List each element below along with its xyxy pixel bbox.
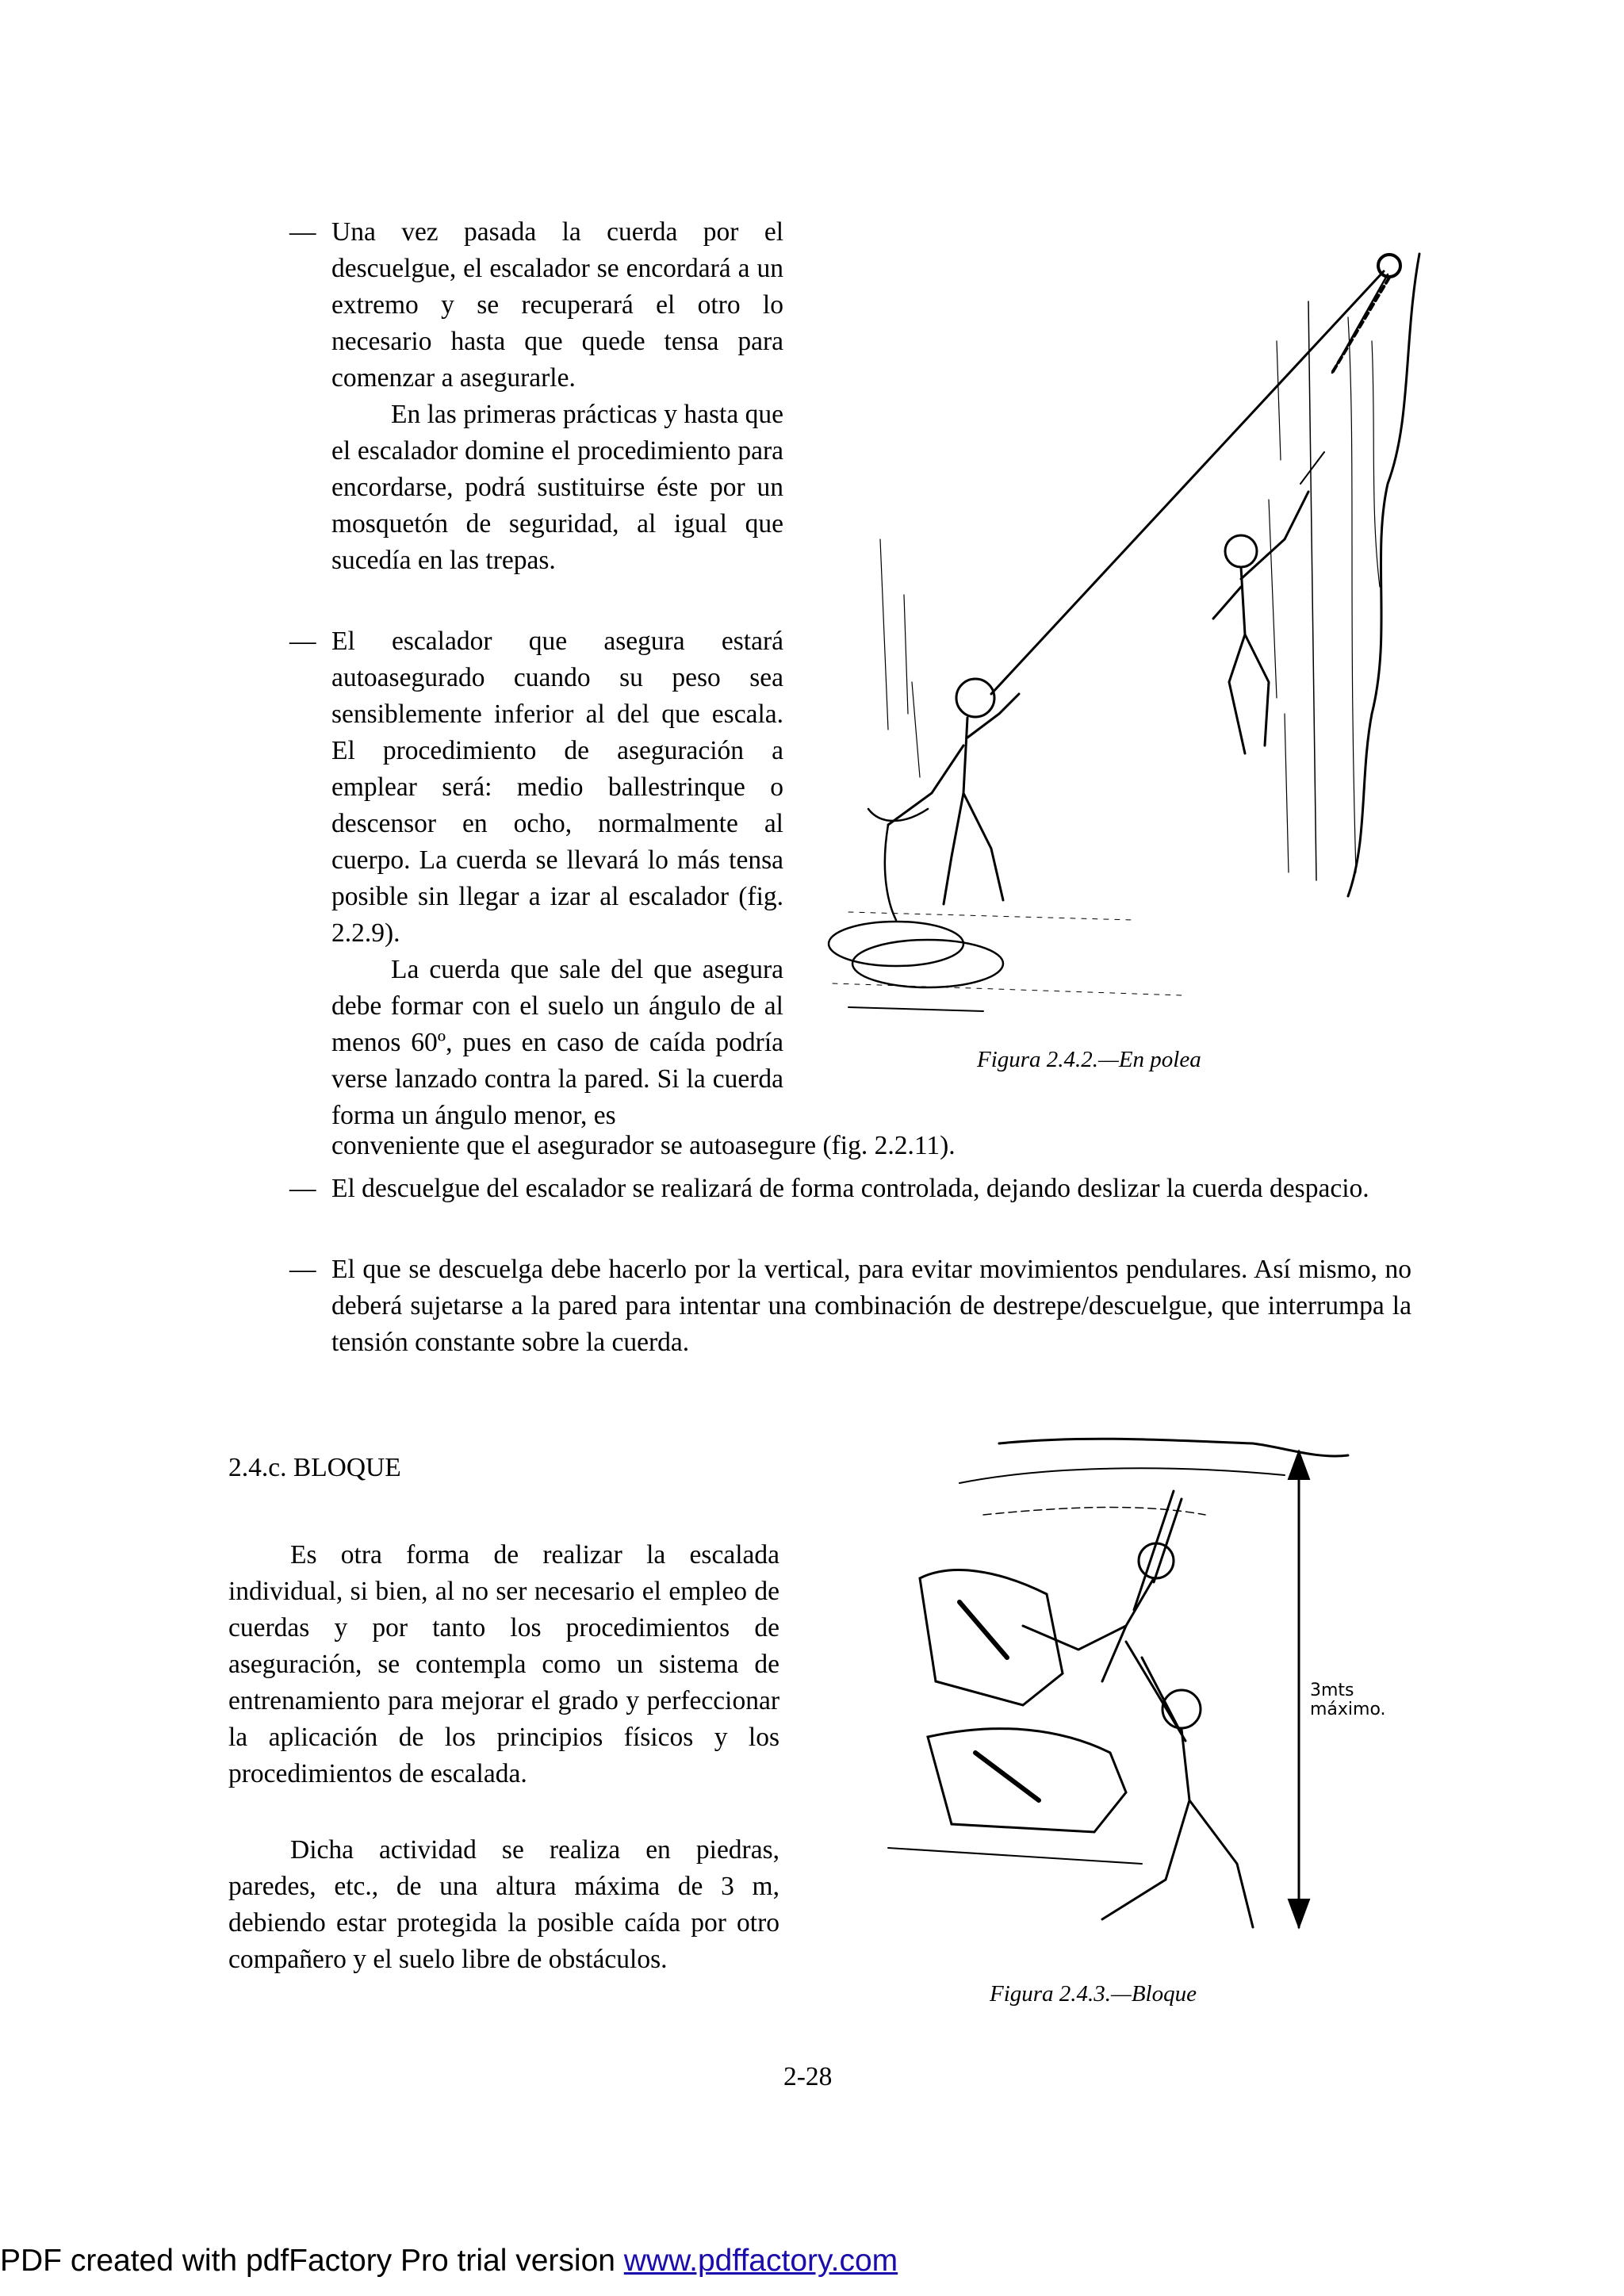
- section-2-paragraph-1: Es otra forma de realizar la escalada individual, si bien, al no ser necesario el empleo de cuerdas y por tanto los procedimientos de aseguración, se contempla como un sistema de entrenamiento para mejorar el grado y perfeccionar la aplicación de los principios físicos y los procedimientos de escalada.: [228, 1540, 779, 1788]
- figure-en-polea-illustration: [801, 222, 1427, 1051]
- annotation-line-1: 3mts: [1310, 1681, 1354, 1700]
- bullet-3-text: El descuelgue del escalador se realizará de forma controlada, dejando deslizar la cuerda despacio.: [331, 1174, 1369, 1203]
- pdf-footer: [0, 2242, 898, 2280]
- bullet-dash: —: [289, 1255, 316, 1284]
- bullet-dash: —: [289, 217, 316, 247]
- page-number: 2-28: [783, 2062, 833, 2091]
- footer-text: PDF created with pdfFactory Pro trial version: [0, 2244, 624, 2278]
- annotation-line-2: máximo.: [1310, 1700, 1386, 1719]
- bullet-dash: —: [289, 1174, 316, 1203]
- section-heading: 2.4.c. BLOQUE: [228, 1453, 401, 1482]
- figure-1-caption: Figura 2.4.2.—En polea: [977, 1047, 1201, 1072]
- section-2-paragraph-2: Dicha actividad se realiza en piedras, paredes, etc., de una altura máxima de 3 m, debiendo estar protegida la posible caída por otro compañero y el suelo libre de obstáculos.: [228, 1835, 779, 1974]
- bullet-1-paragraph-2: En las primeras prácticas y hasta que el escalador domine el procedimiento para encordarse, podrá sustituirse éste por un mosquetón de seguridad, al igual que sucedía en las trepas.: [331, 400, 783, 575]
- bullet-1-text: Una vez pasada la cuerda por el descuelgue, el escalador se encordará a un extremo y se recuperará el otro lo necesario hasta que quede tensa para comenzar a asegurarle.: [331, 217, 783, 393]
- bullet-2-paragraph-2: La cuerda que sale del que asegura debe formar con el suelo un ángulo de al menos 60º, pues en caso de caída podría verse lanzado contra la pared. Si la cuerda forma un ángulo menor, es: [331, 955, 783, 1130]
- figure-2-height-annotation: [1310, 1681, 1386, 1719]
- figure-2-caption: Figura 2.4.3.—Bloque: [990, 1981, 1197, 2007]
- bullet-4-text: El que se descuelga debe hacerlo por la vertical, para evitar movimientos pendulares. Así mismo, no deberá sujetarse a la pared para intentar una combinación de destrepe/descuelgue, que interrumpa la tensión constante sobre la cuerda.: [331, 1255, 1411, 1357]
- bullet-2-paragraph-2-end: conveniente que el asegurador se autoasegure (fig. 2.2.11).: [331, 1131, 956, 1160]
- bullet-dash: —: [289, 627, 316, 656]
- bullet-2-text: El escalador que asegura estará autoasegurado cuando su peso sea sensiblemente inferior al del que escala. El procedimiento de aseguración a emplear será: medio ballestrinque o descensor en ocho, normalmente al cuerpo. La cuerda se llevará lo más tensa posible sin llegar a izar al escalador (fig. 2.2.9).: [331, 627, 783, 948]
- footer-link[interactable]: www.pdffactory.com: [623, 2244, 898, 2278]
